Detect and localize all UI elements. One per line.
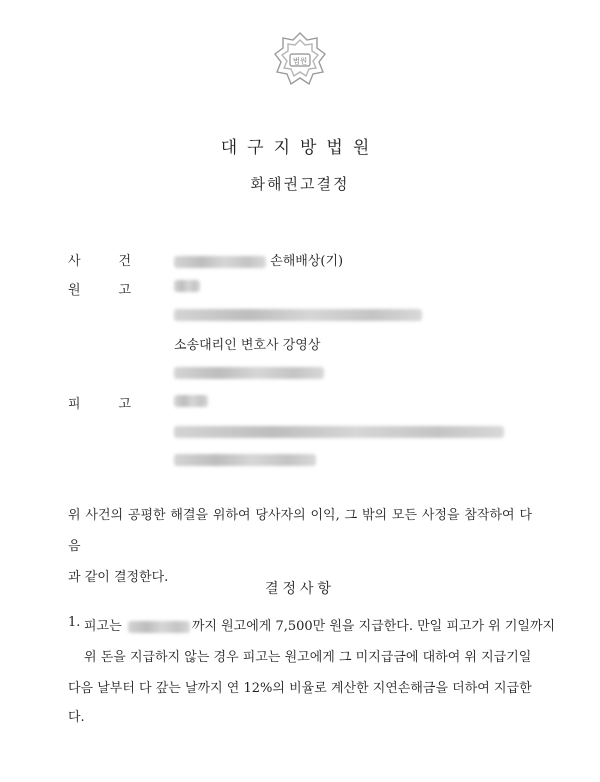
defendant-address bbox=[174, 424, 504, 439]
plaintiff-name bbox=[174, 278, 200, 293]
decision-line-4: 다. bbox=[68, 710, 85, 725]
redacted-representative-detail bbox=[174, 367, 324, 379]
plaintiff-representative: 소송대리인 변호사 강영상 bbox=[174, 338, 321, 353]
plaintiff-label: 원고 bbox=[68, 283, 170, 298]
court-seal-icon bbox=[271, 30, 329, 88]
plaintiff-address bbox=[174, 307, 422, 322]
representative-detail bbox=[174, 365, 324, 380]
redacted-case-number bbox=[174, 256, 266, 268]
decision-line-1-start: 피고는 bbox=[84, 619, 122, 634]
defendant-label: 피고 bbox=[68, 397, 170, 412]
defendant-name bbox=[174, 393, 208, 408]
case-value bbox=[174, 250, 343, 269]
decision-line-3: 다음 날부터 다 갚는 날까지 연 12%의 비율로 계산한 지연손해금을 더하여 지급한 bbox=[68, 681, 532, 696]
case-label: 사건 bbox=[68, 254, 170, 269]
intro-line-2: 과 같이 결정한다. bbox=[68, 570, 169, 585]
seal-text: 법원 bbox=[292, 56, 308, 66]
defendant-address-2 bbox=[174, 452, 316, 467]
decision-line-1 bbox=[84, 615, 556, 634]
court-name: 대구지방법원 bbox=[220, 138, 380, 158]
section-title: 결정사항 bbox=[264, 581, 336, 597]
redacted-plaintiff-name bbox=[174, 280, 200, 292]
redacted-defendant-name bbox=[174, 395, 208, 407]
redacted-due-date bbox=[128, 621, 190, 633]
document-title: 화해권고결정 bbox=[250, 175, 350, 193]
case-type: 손해배상(기) bbox=[270, 254, 344, 269]
redacted-defendant-address bbox=[174, 426, 504, 438]
redacted-plaintiff-address bbox=[174, 309, 422, 321]
redacted-defendant-address-2 bbox=[174, 454, 316, 466]
decision-line-1-end: 까지 원고에게 7,500만 원을 지급한다. 만일 피고가 위 기일까지 bbox=[191, 619, 556, 634]
decision-number: 1. bbox=[68, 615, 81, 630]
intro-line-1: 위 사건의 공평한 해결을 위하여 당사자의 이익, 그 밖의 모든 사정을 참작하여 다음 bbox=[68, 508, 532, 554]
decision-line-2: 위 돈을 지급하지 않는 경우 피고는 원고에게 그 미지급금에 대하여 위 지급기일 bbox=[84, 650, 532, 665]
